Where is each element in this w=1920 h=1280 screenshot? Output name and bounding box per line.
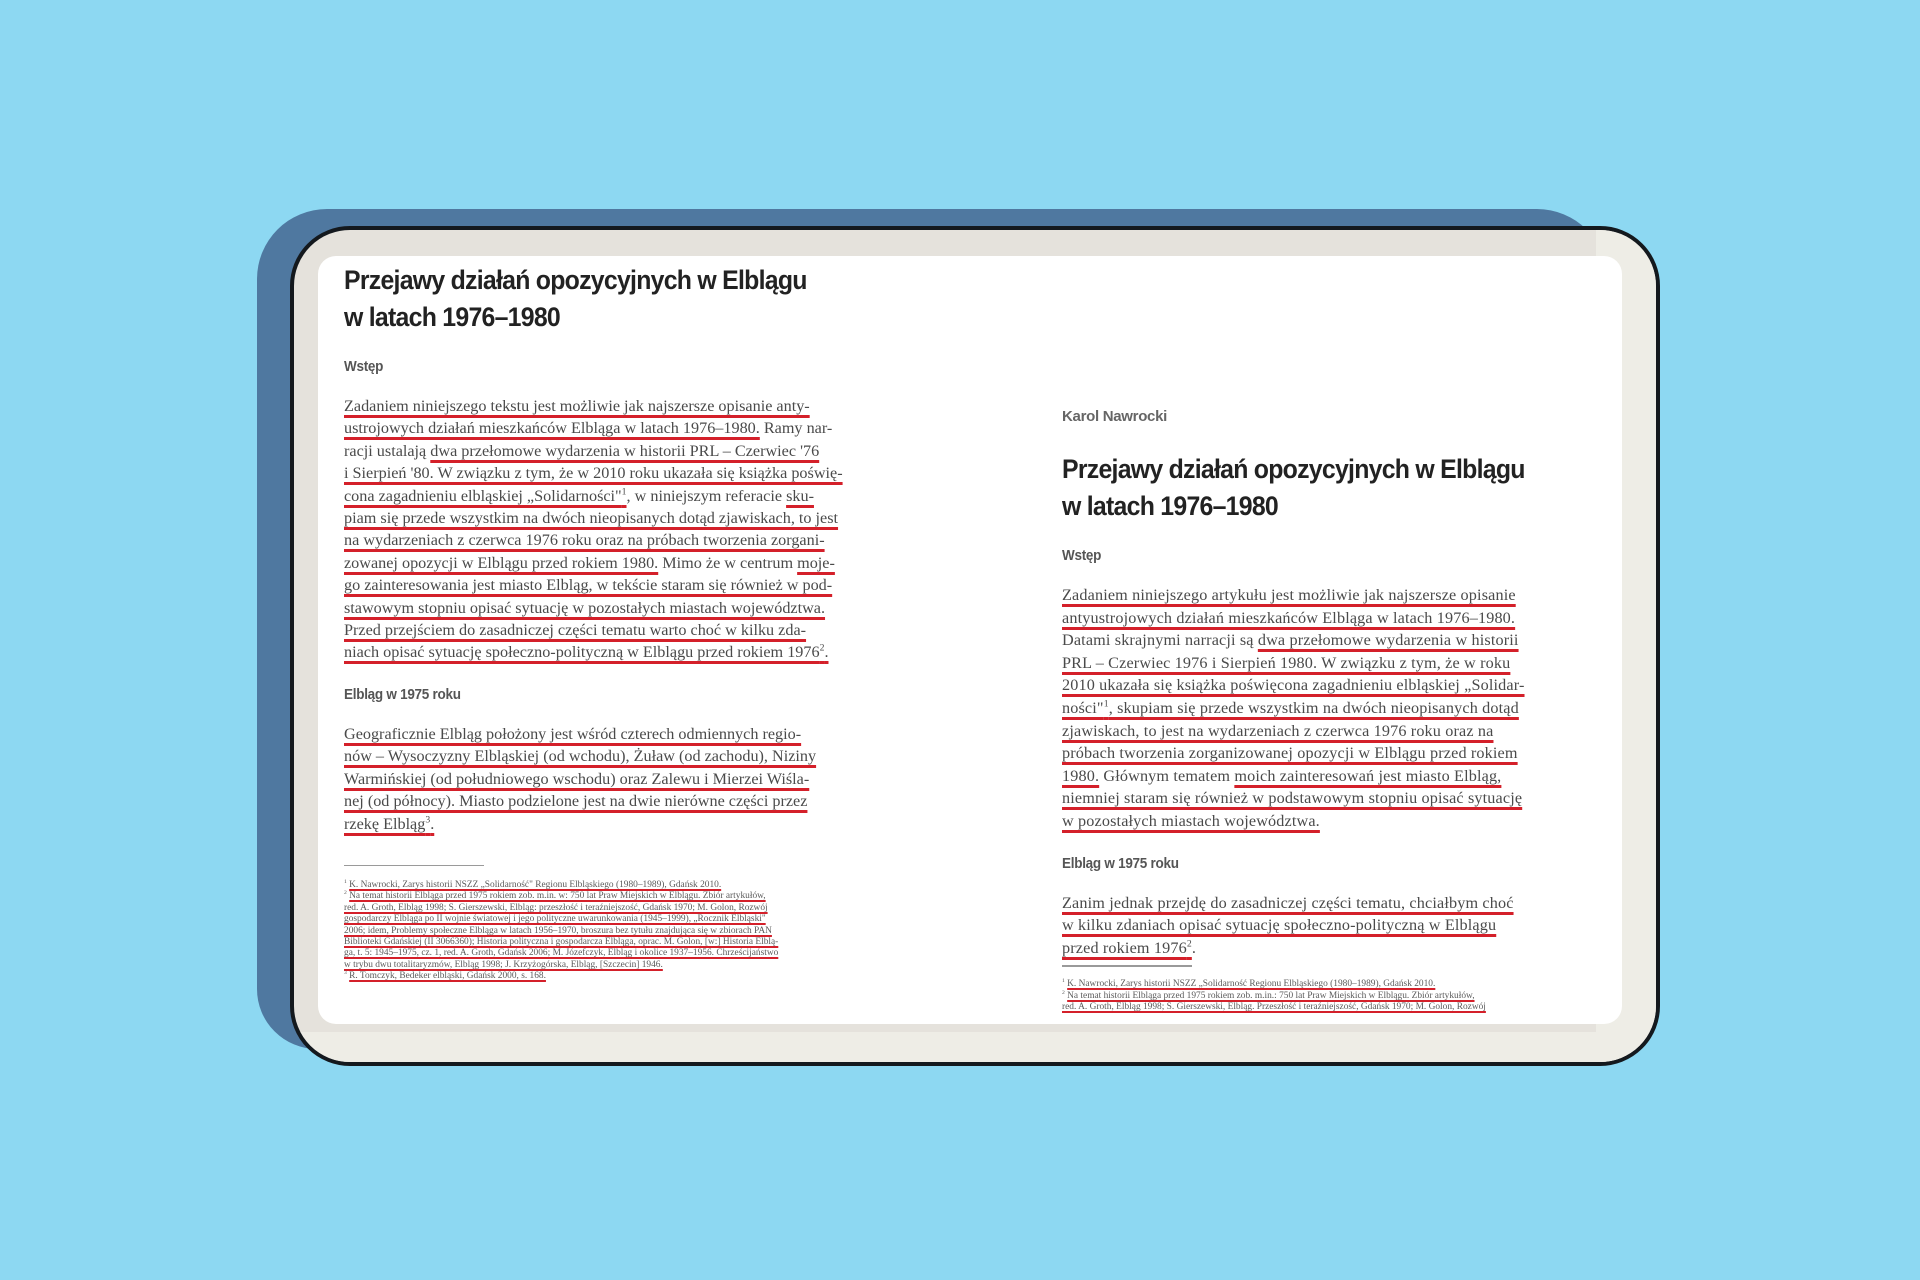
text-line: PRL – Czerwiec 1976 i Sierpień 1980. W związku z tym, że w roku xyxy=(1062,653,1511,672)
text-line: nów – Wysoczyzny Elbląskiej (od wchodu), Żuław (od zachodu), Niziny xyxy=(344,747,817,766)
footnote-divider xyxy=(1062,965,1192,967)
text-line: antyustrojowych działań mieszkańców Elbląga w latach 1976–1980. xyxy=(1062,608,1516,627)
text-line: Ramy nar- xyxy=(759,419,833,438)
text-line: Mimo że w centrum xyxy=(658,553,798,572)
footnote: Na temat historii Elbląga przed 1975 rokiem zob. m.in.: 750 lat Praw Miejskich w Elblągu. Zbiór artykułów, xyxy=(1067,990,1475,1001)
footnote: R. Tomczyk, Bedeker elbląski, Gdańsk 2000, s. 168. xyxy=(349,971,546,982)
footnote: gospodarczy Elbląga po II wojnie światowej i jego polityczne uwarunkowania (1945–1999), „Rocznik Elbląski" xyxy=(344,914,766,925)
page-title xyxy=(344,262,832,336)
text-line: Warmińskiej (od południowego wschodu) oraz Zalewu i Mierzei Wiśla- xyxy=(344,769,810,788)
left-page xyxy=(344,262,874,983)
text-line: Głównym tematem xyxy=(1099,766,1235,785)
text-line: przed rokiem 1976 xyxy=(1062,938,1187,957)
text-line: w kilku zdaniach opisać sytuację społeczno-polityczną w Elblągu xyxy=(1062,916,1497,935)
text-line: ustrojowych działań mieszkańców Elbląga w latach 1976–1980. xyxy=(344,419,760,438)
page-title xyxy=(1062,451,1525,525)
text-line: Datami skrajnymi narracji są xyxy=(1062,631,1258,650)
footnotes xyxy=(1062,979,1562,1013)
footnote: red. A. Groth, Elbląg 1998; S. Gierszewski, Elbląg. Przeszłość i teraźniejszość, Gdańsk 1970; M. Golon, Rozwój xyxy=(1062,1002,1486,1013)
text-line: Zadaniem niniejszego tekstu jest możliwie jak najszersze opisanie anty- xyxy=(344,397,810,415)
footnote-number: 2 xyxy=(1062,989,1065,996)
footnote-ref[interactable]: 2 xyxy=(1186,938,1192,950)
frame-highlight-bottom xyxy=(294,1032,1656,1062)
text-line: moich zainteresowań jest miasto Elbląg, xyxy=(1234,766,1502,785)
footnote: Na temat historii Elbląga przed 1975 rokiem zob. m.in. w: 750 lat Praw Miejskich w Elblągu. Zbiór artykułów, xyxy=(349,891,766,902)
text-line: niach opisać sytuację społeczno-polityczną w Elblągu przed rokiem 1976 xyxy=(344,643,820,662)
footnote-ref[interactable]: 1 xyxy=(1103,698,1109,710)
text-line: Geograficznie Elbląg położony jest wśród czterech odmiennych regio- xyxy=(344,724,802,743)
geography-paragraph: Geograficznie Elbląg położony jest wśród czterech odmiennych regio- nów – Wysoczyzny Elbląskiej (od wchodu), Żuław (od zachodu), Niziny Warmińskiej (od południowego wschodu) oraz Zalewu i Mierzei Wiśla- nej (od północy). Miasto podzielone jest na dwie nierówne części przez rzekę Elbląg$^3$. xyxy=(344,724,817,833)
section-heading-intro: Wstęp xyxy=(1062,547,1102,564)
text-line: ności" xyxy=(1062,698,1104,717)
title-line: w latach 1976–1980 xyxy=(1062,491,1279,521)
footnote: ga, t. 5: 1945–1975, cz. 1, red. A. Groth, Gdańsk 2006; M. Józefczyk, Elbląg i okolice 1937–1956. Chrześcijaństwo xyxy=(344,948,779,959)
section-heading-elblag-1975: Elbląg w 1975 roku xyxy=(344,685,461,703)
footnote-number: 1 xyxy=(1062,978,1065,985)
text-line: , skupiam się przede wszystkim na dwóch nieopisanych dotąd xyxy=(1108,698,1519,717)
text-line: rzekę Elbląg xyxy=(344,814,426,833)
text-line: dwa przełomowe wydarzenia w historii PRL – Czerwiec '76 xyxy=(430,441,820,460)
text-line: Przed przejściem do zasadniczej części tematu warto choć w kilku zda- xyxy=(344,621,807,640)
footnote: K. Nawrocki, Zarys historii NSZZ „Solidarność" Regionu Elbląskiego (1980–1989), Gdańsk 2010. xyxy=(349,879,722,890)
footnote: K. Nawrocki, Zarys historii NSZZ „Solidarność Regionu Elbląskiego (1980–1989), Gdańsk 2010. xyxy=(1067,979,1436,990)
context-paragraph: Zanim jednak przejdę do zasadniczej części tematu, chciałbym choć w kilku zdaniach opisać sytuację społeczno-polityczną w Elblągu przed rokiem 1976$^2$. xyxy=(1062,893,1514,957)
text-line: nej (od północy). Miasto podzielone jest na dwie nierówne części przez xyxy=(344,792,808,811)
footnote-ref[interactable]: 2 xyxy=(819,643,825,655)
footnote-divider xyxy=(344,865,484,866)
section-heading-elblag-1975: Elbląg w 1975 roku xyxy=(1062,854,1179,872)
text-line: cona zagadnieniu elbląskiej „Solidarności" xyxy=(344,486,622,505)
text-line: Zadaniem niniejszego artykułu jest możliwie jak najszersze opisanie xyxy=(1062,586,1516,604)
footnote-ref[interactable]: 3 xyxy=(425,814,431,826)
text-line: 2010 ukazała się książka poświęcona zagadnieniu elbląskiej „Solidar- xyxy=(1062,676,1525,695)
text-line: zowanej opozycji w Elblągu przed rokiem 1980. xyxy=(344,553,659,572)
text-line: na wydarzeniach z czerwca 1976 roku oraz na próbach tworzenia zorgani- xyxy=(344,531,825,550)
document-frame xyxy=(290,226,1660,1066)
intro-paragraph: Zadaniem niniejszego tekstu jest możliwie jak najszersze opisanie anty- ustrojowych działań mieszkańców Elbląga w latach 1976–1980. Ramy nar- racji ustalają dwa przełomowe wydarzenia w historii PRL – Czerwiec '76 i Sierpień '80. W związku z tym, że w 2010 roku ukazała się książka poświę- cona zagadnieniu elbląskiej „Solidarności"$^1$, w niniejszym referacie sku- piam się przede wszystkim na dwóch nieopisanych dotąd zjawiskach, to jest na wydarzeniach z czerwca 1976 roku oraz na próbach tworzenia zorgani- zowanej opozycji w Elblągu przed rokiem 1980. Mimo że w centrum moje- go zainteresowania jest miasto Elbląg, w tekście staram się również w pod- stawowym stopniu opisać sytuację w pozostałych miastach województwa. Przed przejściem do zasadniczej części tematu warto choć w kilku zda- niach opisać sytuację społeczno-polityczną w Elblągu przed rokiem 1976$^2$. xyxy=(344,397,843,662)
footnote-number: 3 xyxy=(344,970,347,977)
text-line: w pozostałych miastach województwa. xyxy=(1062,811,1320,830)
text-line: Zanim jednak przejdę do zasadniczej części tematu, chciałbym choć xyxy=(1062,893,1514,912)
text-line: 1980. xyxy=(1062,766,1100,785)
text-line: , w niniejszym referacie xyxy=(626,486,787,505)
text-line: piam się przede wszystkim na dwóch nieopisanych dotąd zjawiskach, to jest xyxy=(344,509,839,528)
title-line: Przejawy działań opozycyjnych w Elblągu xyxy=(1062,454,1525,484)
footnotes xyxy=(344,880,874,983)
text-line: i Sierpień '80. W związku z tym, że w 2010 roku ukazała się książka poświę- xyxy=(344,464,843,483)
footnote-ref[interactable]: 1 xyxy=(621,486,627,498)
author-name: Karol Nawrocki xyxy=(1062,408,1168,425)
text-line: stawowym stopniu opisać sytuację w pozostałych miastach województwa. xyxy=(344,598,826,617)
document-page xyxy=(318,256,1622,1024)
footnote: red. A. Groth, Elbląg 1998; S. Gierszewski, Elbląg: przeszłość i teraźniejszość, Gdańsk 1970; M. Golon, Rozwój xyxy=(344,902,768,913)
text-line: moje- xyxy=(797,553,835,572)
text-line: sku- xyxy=(786,486,814,505)
text-line: niemniej staram się również w podstawowym stopniu opisać sytuację xyxy=(1062,789,1523,808)
footnote: Biblioteki Gdańskiej (II 3066360); Historia polityczna i gospodarcza Elbląga, oprac. M. Golon, [w:] Historia Elblą- xyxy=(344,936,779,947)
section-heading-intro: Wstęp xyxy=(344,358,384,375)
title-line: w latach 1976–1980 xyxy=(344,302,561,332)
text-line: próbach tworzenia zorganizowanej opozycji w Elblągu przed rokiem xyxy=(1062,744,1518,763)
footnote-number: 1 xyxy=(344,878,347,885)
title-line: Przejawy działań opozycyjnych w Elblągu xyxy=(344,265,807,295)
right-page xyxy=(1062,396,1562,1014)
footnote: 2006; idem, Problemy społeczne Elbląga w latach 1956–1970, broszura bez tytułu znajdująca się w zbiorach PAN xyxy=(344,925,772,936)
text-line: zjawiskach, to jest na wydarzeniach z czerwca 1976 roku oraz na xyxy=(1062,721,1494,740)
footnote-number: 2 xyxy=(344,890,347,897)
text-line: racji ustalają xyxy=(344,441,431,460)
text-line: go zainteresowania jest miasto Elbląg, w tekście staram się również w pod- xyxy=(344,576,833,595)
footnote: w trybu dwu totalitaryzmów, Elbląg 1998; J. Krzyżogórska, Elbląg, [Szczecin] 1946. xyxy=(344,959,663,970)
intro-paragraph xyxy=(1062,584,1562,833)
text-line: dwa przełomowe wydarzenia w historii xyxy=(1257,631,1519,650)
